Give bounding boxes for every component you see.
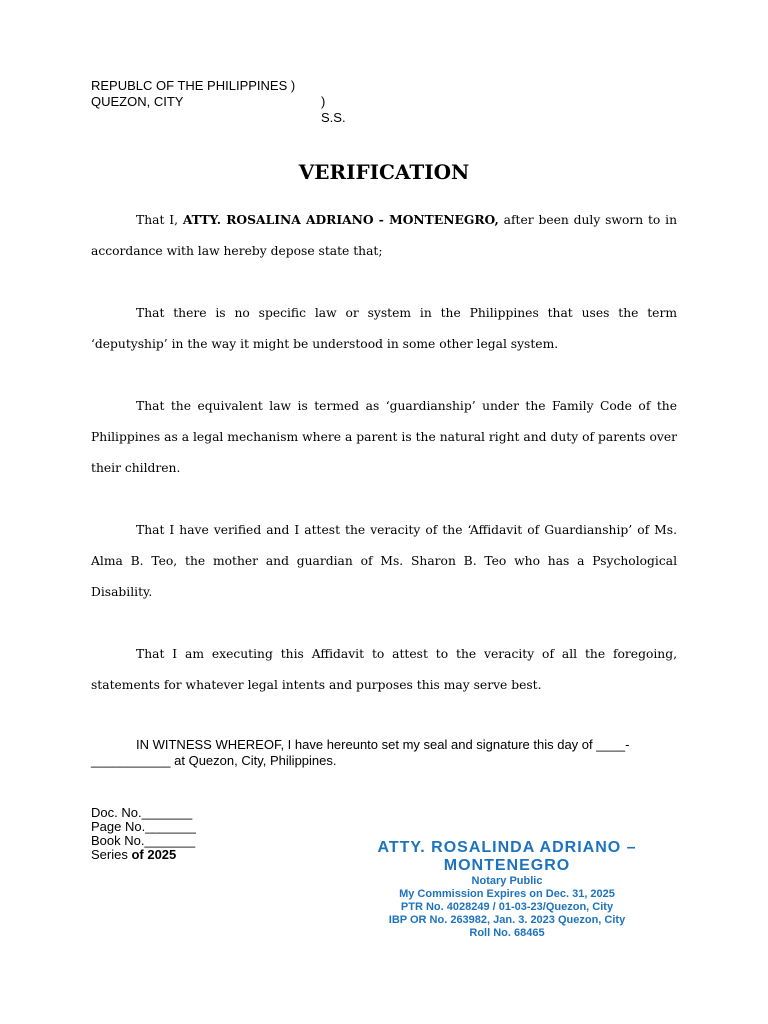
paragraph-5: That I am executing this Affidavit to attest to the veracity of all the foregoing, statements for whatever legal intents and purposes this may serve best.	[91, 647, 677, 692]
venue-line-1: REPUBLC OF THE PHILIPPINES )	[91, 78, 296, 93]
document-body	[91, 204, 677, 701]
venue-ss: ) S.S.	[321, 94, 346, 125]
notary-title: Notary Public	[471, 875, 543, 887]
paragraph-1	[91, 204, 677, 267]
series-value: of 2025	[131, 847, 177, 862]
paragraph-4: That I have verified and I attest the veracity of the ‘Affidavit of Guardianship’ of Ms. Alma B. Teo, the mother and guardian of Ms. Sharon B. Teo who has a Psychological Disability.	[91, 523, 677, 599]
venue-line-2: QUEZON, CITY	[91, 94, 184, 109]
notary-roll: Roll No. 68465	[469, 927, 545, 939]
paragraph-1-post: after been duly sworn to in accordance with law hereby depose state that;	[91, 213, 677, 258]
document-title: VERIFICATION	[298, 160, 470, 184]
series-label: Series	[91, 847, 132, 862]
paragraph-2: That there is no specific law or system in the Philippines that uses the term ‘deputyship’ in the way it might be understood in some other legal system.	[91, 306, 677, 351]
notarial-register-block	[91, 806, 196, 862]
book-no: Book No._______	[91, 833, 196, 848]
notary-ibp: IBP OR No. 263982, Jan. 3. 2023 Quezon, City	[388, 914, 626, 926]
paragraph-3: That the equivalent law is termed as ‘guardianship’ under the Family Code of the Philippines as a legal mechanism where a parent is the natural right and duty of parents over their children.	[91, 399, 677, 475]
paragraph-1-pre: That I,	[136, 213, 183, 227]
witness-clause: IN WITNESS WHEREOF, I have hereunto set my seal and signature this day of ____-___________ at Quezon, City, Philippines.	[91, 737, 630, 768]
notary-name-line-2: MONTENEGRO	[443, 857, 571, 874]
page-no: Page No._______	[91, 819, 196, 834]
venue-block	[91, 78, 346, 125]
doc-no: Doc. No._______	[91, 805, 193, 820]
series-line	[91, 848, 196, 862]
notary-commission: My Commission Expires on Dec. 31, 2025	[399, 888, 615, 900]
notary-ptr: PTR No. 4028249 / 01-03-23/Quezon, City	[400, 901, 614, 913]
notary-block	[337, 839, 677, 940]
affiant-name: ATTY. ROSALINA ADRIANO - MONTENEGRO,	[182, 212, 499, 227]
notary-name-line-1: ATTY. ROSALINDA ADRIANO –	[377, 839, 637, 856]
